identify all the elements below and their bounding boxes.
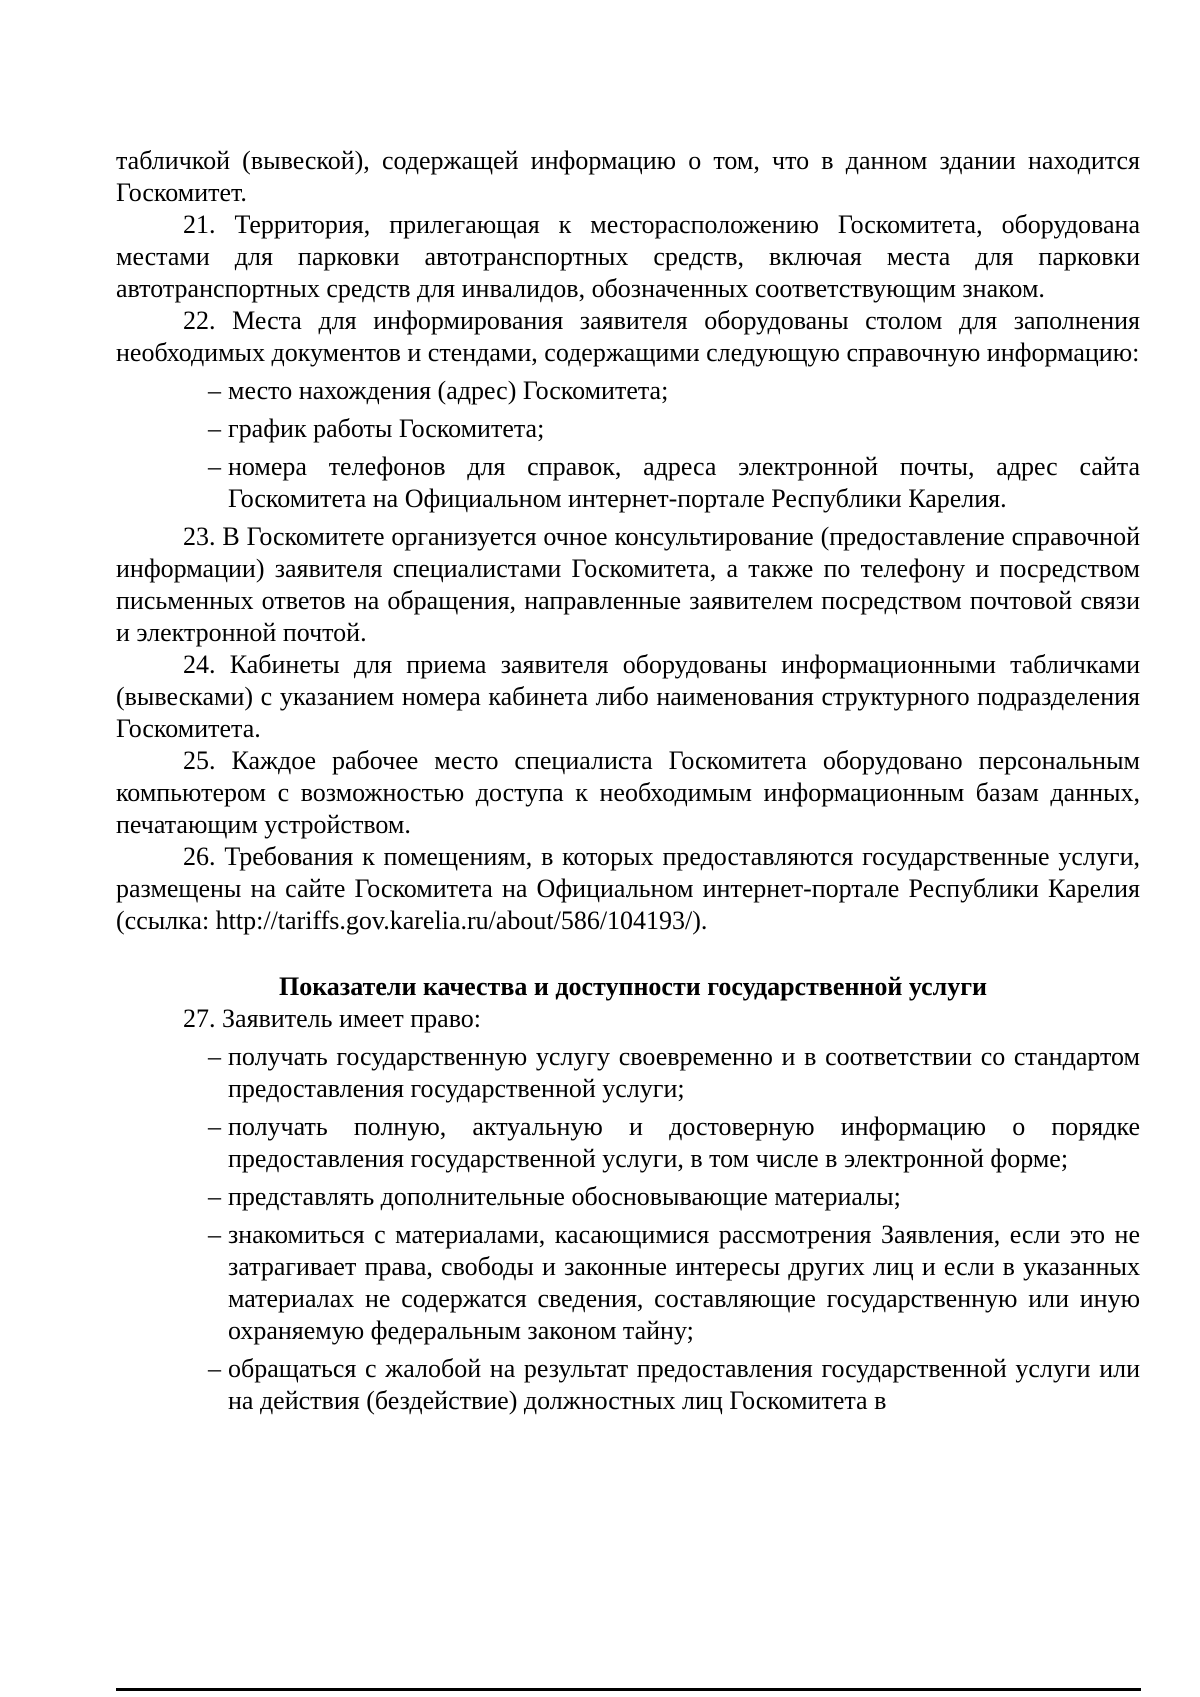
- list-item-text: получать государственную услугу своевременно и в соответствии со стандартом предоставления государственной услуги;: [228, 1042, 1140, 1103]
- document-page: [116, 145, 1140, 1423]
- dash-bullet: –: [208, 1354, 221, 1383]
- list-item: [208, 1041, 1140, 1105]
- list-item-text: получать полную, актуальную и достоверную информацию о порядке предоставления государственной услуги, в том числе в электронной форме;: [228, 1112, 1140, 1173]
- dash-bullet: –: [208, 414, 221, 443]
- list-item: [208, 413, 1140, 445]
- paragraph-21: 21. Территория, прилегающая к месторасположению Госкомитета, оборудована местами для парковки автотранспортных средств, включая места для парковки автотранспортных средств для инвалидов, обозначенных соответствующим знаком.: [116, 210, 1140, 303]
- section-heading: Показатели качества и доступности государственной услуги: [278, 972, 988, 1001]
- paragraph-27: 27. Заявитель имеет право:: [183, 1004, 482, 1033]
- list-item: [208, 1219, 1140, 1347]
- list-item-text: график работы Госкомитета;: [228, 414, 545, 443]
- dash-bullet: –: [208, 376, 221, 405]
- paragraph-25: 25. Каждое рабочее место специалиста Госкомитета оборудовано персональным компьютером с возможностью доступа к необходимым информационным базам данных, печатающим устройством.: [116, 746, 1140, 839]
- list-item-text: представлять дополнительные обосновывающие материалы;: [228, 1182, 901, 1211]
- dash-bullet: –: [208, 1112, 221, 1141]
- paragraph-22: 22. Места для информирования заявителя оборудованы столом для заполнения необходимых документов и стендами, содержащими следующую справочную информацию:: [116, 306, 1140, 367]
- dash-bullet: –: [208, 452, 221, 481]
- dash-bullet: –: [208, 1220, 221, 1249]
- list-item: [208, 1181, 1140, 1213]
- list-item: [208, 375, 1140, 407]
- paragraph-24: 24. Кабинеты для приема заявителя оборудованы информационными табличками (вывесками) с указанием номера кабинета либо наименования структурного подразделения Госкомитета.: [116, 650, 1140, 743]
- dash-bullet: –: [208, 1042, 221, 1071]
- paragraph-23: 23. В Госкомитете организуется очное консультирование (предоставление справочной информации) заявителя специалистами Госкомитета, а также по телефону и посредством письменных ответов на обращения, направленные заявителем посредством почтовой связи и электронной почтой.: [116, 522, 1140, 647]
- list-item-text: обращаться с жалобой на результат предоставления государственной услуги или на действия (бездействие) должностных лиц Госкомитета в: [228, 1354, 1140, 1415]
- list-item: [208, 1111, 1140, 1175]
- list-item: [208, 451, 1140, 515]
- page-bottom-rule: [116, 1688, 1141, 1691]
- list-item-text: знакомиться с материалами, касающимися рассмотрения Заявления, если это не затрагивает права, свободы и законные интересы других лиц и если в указанных материалах не содержатся сведения, составляющие государственную или иную охраняемую федеральным законом тайну;: [228, 1220, 1140, 1345]
- paragraph-26: 26. Требования к помещениям, в которых предоставляются государственные услуги, размещены на сайте Госкомитета на Официальном интернет-портале Республики Карелия (ссылка: http://tariffs.gov.karelia.ru/about/586/104193/).: [116, 842, 1140, 935]
- dash-bullet: –: [208, 1182, 221, 1211]
- list-item-text: номера телефонов для справок, адреса электронной почты, адрес сайта Госкомитета на Официальном интернет-портале Республики Карелия.: [228, 452, 1140, 513]
- list-item-text: место нахождения (адрес) Госкомитета;: [228, 376, 669, 405]
- paragraph-20-continuation: табличкой (вывеской), содержащей информацию о том, что в данном здании находится Госкомитет.: [116, 146, 1140, 207]
- list-item: [208, 1353, 1140, 1417]
